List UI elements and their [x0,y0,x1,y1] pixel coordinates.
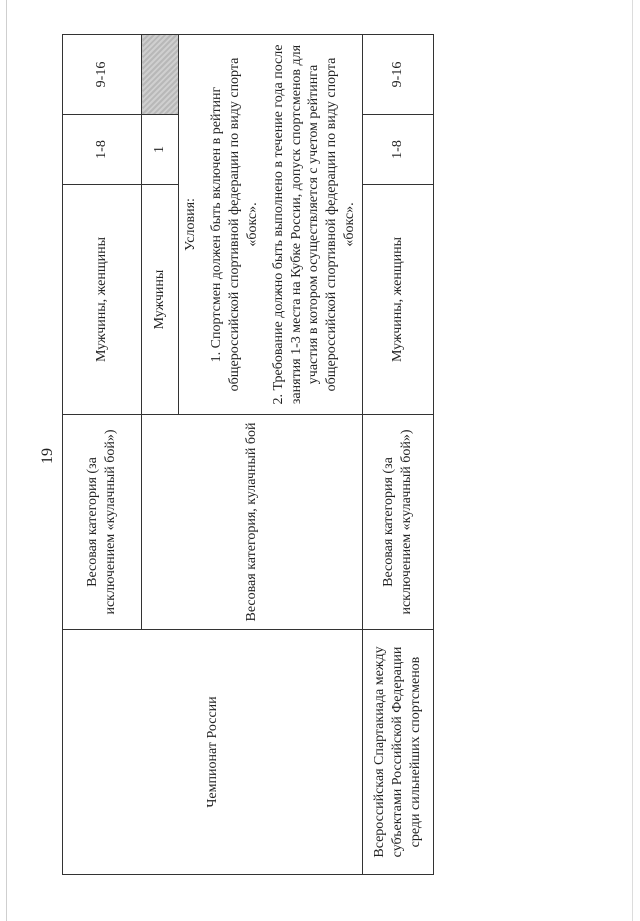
page-edge-right [632,0,633,921]
table-row [63,35,142,875]
sports-table [62,34,434,875]
places-cell: 1-8 [63,115,142,185]
weight-category-cell: Весовая категория (за исключением «кулачный бой») [363,415,434,630]
conditions-heading: Условия: [183,198,198,251]
shaded-cell [142,35,179,115]
competition-cell: Чемпионат России [63,630,363,875]
ages-cell: 9-16 [63,35,142,115]
weight-category-cell: Весовая категория (за исключением «кулачный бой») [63,415,142,630]
ages-cell: 9-16 [363,35,434,115]
document-page [39,35,424,875]
table-row [363,35,434,875]
gender-cell: Мужчины, женщины [63,185,142,415]
page-number: 19 [39,448,56,464]
condition-item-2: 2. Требование должно быть выполнено в течение года после занятия 1-3 места на Кубке России, допуск спортсменов для участия в котором осуществляется с учетом рейтинга общероссийской спортивной федерации по виду спорта «бокс». [270,44,358,405]
places-cell: 1 [142,115,179,185]
conditions-cell [179,35,363,415]
page-edge-left [6,0,7,921]
condition-item-1: 1. Спортсмен должен быть включен в рейтинг общероссийской спортивной федерации по виду спорта «бокс». [208,57,260,392]
places-cell: 1-8 [363,115,434,185]
weight-category-cell: Весовая категория, кулачный бой [142,415,363,630]
gender-cell: Мужчины [142,185,179,415]
gender-cell: Мужчины, женщины [363,185,434,415]
competition-cell: Всероссийская Спартакиада между субъектами Российской Федерации среди сильнейших спортсменов [363,630,434,875]
